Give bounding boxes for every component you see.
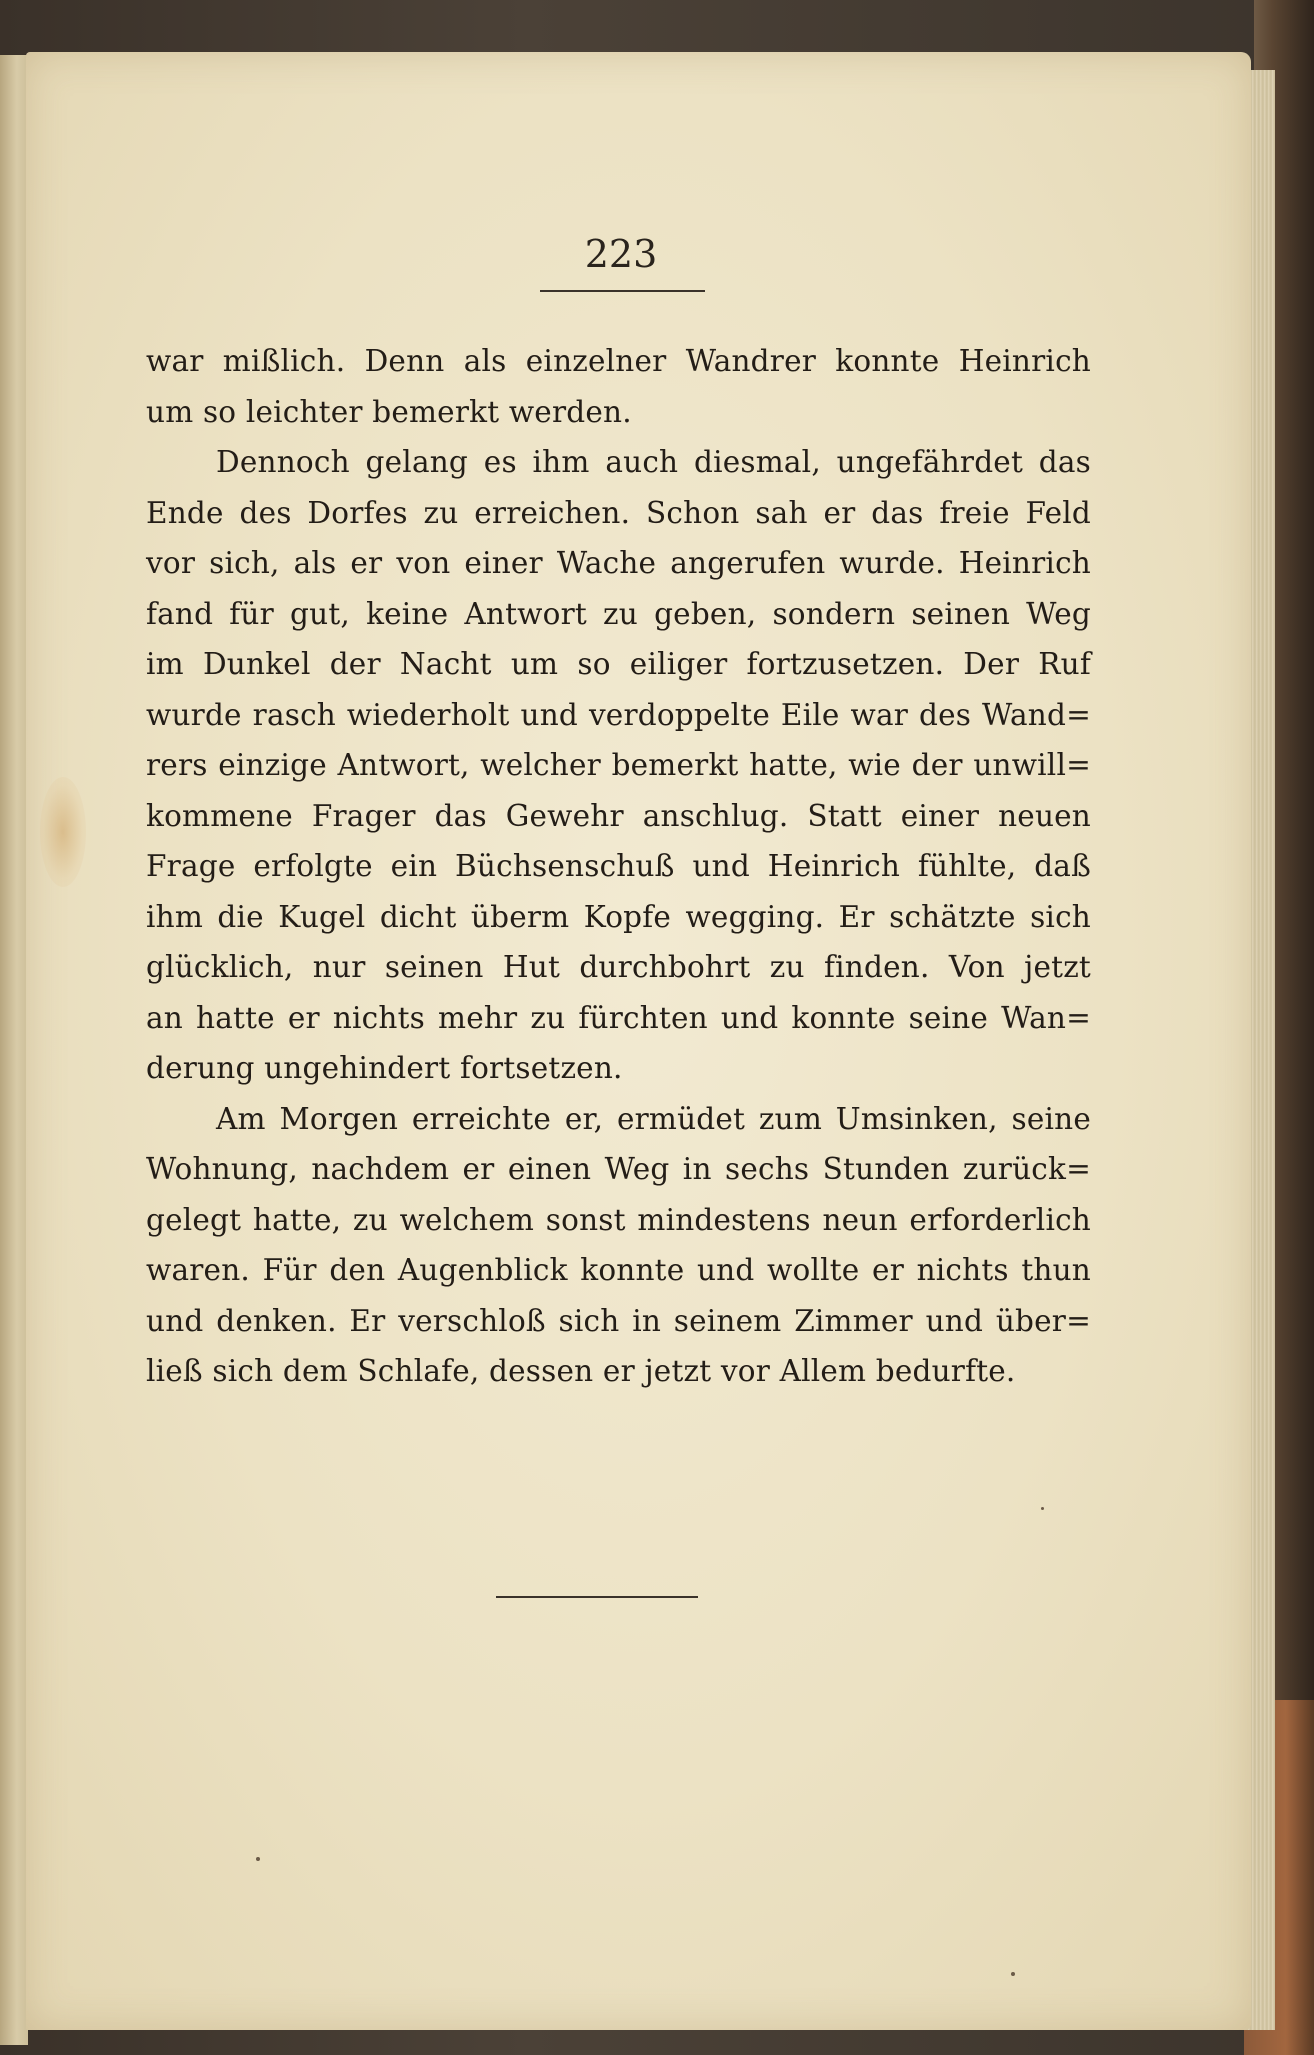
paragraph xyxy=(146,437,1091,1094)
text-line: waren. Für den Augenblick konnte und wollte er nichts thun xyxy=(146,1253,1091,1287)
paper-speck xyxy=(1041,1507,1044,1510)
paper-speck xyxy=(1011,1972,1015,1976)
paragraph xyxy=(146,1094,1091,1397)
paper-stain xyxy=(40,777,86,887)
header-rule xyxy=(540,290,705,292)
page-number: 223 xyxy=(584,232,658,276)
text-line: Dennoch gelang es ihm auch diesmal, ungefährdet das xyxy=(216,445,1091,479)
text-line: glücklich, nur seinen Hut durchbohrt zu finden. Von jetzt xyxy=(146,950,1091,984)
book-page xyxy=(26,52,1251,2030)
text-line: Wohnung, nachdem er einen Weg in sechs Stunden zurück= xyxy=(146,1152,1091,1186)
text-line: an hatte er nichts mehr zu fürchten und konnte seine Wan= xyxy=(146,1000,1091,1035)
paragraph xyxy=(146,336,1091,437)
text-line: um so leichter bemerkt werden. xyxy=(146,394,632,429)
text-line: im Dunkel der Nacht um so eiliger fortzusetzen. Der Ruf xyxy=(146,647,1091,681)
paper-speck xyxy=(256,1857,260,1861)
text-line: und denken. Er verschloß sich in seinem Zimmer und über= xyxy=(146,1303,1091,1338)
text-line: war mißlich. Denn als einzelner Wandrer konnte Heinrich xyxy=(146,344,1091,378)
text-line: fand für gut, keine Antwort zu geben, sondern seinen Weg xyxy=(146,596,1091,631)
text-line: ließ sich dem Schlafe, dessen er jetzt vor Allem bedurfte. xyxy=(146,1354,1016,1388)
text-line: Ende des Dorfes zu erreichen. Schon sah er das freie Feld xyxy=(146,495,1091,530)
text-line: vor sich, als er von einer Wache angerufen wurde. Heinrich xyxy=(146,546,1091,580)
text-line: derung ungehindert fortsetzen. xyxy=(146,1051,623,1085)
text-line: kommene Frager das Gewehr anschlug. Statt einer neuen xyxy=(146,798,1091,833)
section-end-rule xyxy=(496,1596,698,1598)
text-line: Frage erfolgte ein Büchsenschuß und Heinrich fühlte, daß xyxy=(146,849,1091,883)
previous-page-edge xyxy=(0,55,28,2045)
text-line: wurde rasch wiederholt und verdoppelte Eile war des Wand= xyxy=(146,697,1091,732)
text-line: gelegt hatte, zu welchem sonst mindestens neun erforderlich xyxy=(146,1202,1091,1237)
body-text xyxy=(146,336,1091,1397)
text-line: Am Morgen erreichte er, ermüdet zum Umsinken, seine xyxy=(216,1101,1091,1136)
text-line: rers einzige Antwort, welcher bemerkt hatte, wie der unwill= xyxy=(146,748,1091,782)
text-line: ihm die Kugel dicht überm Kopfe wegging. Er schätzte sich xyxy=(146,899,1091,934)
